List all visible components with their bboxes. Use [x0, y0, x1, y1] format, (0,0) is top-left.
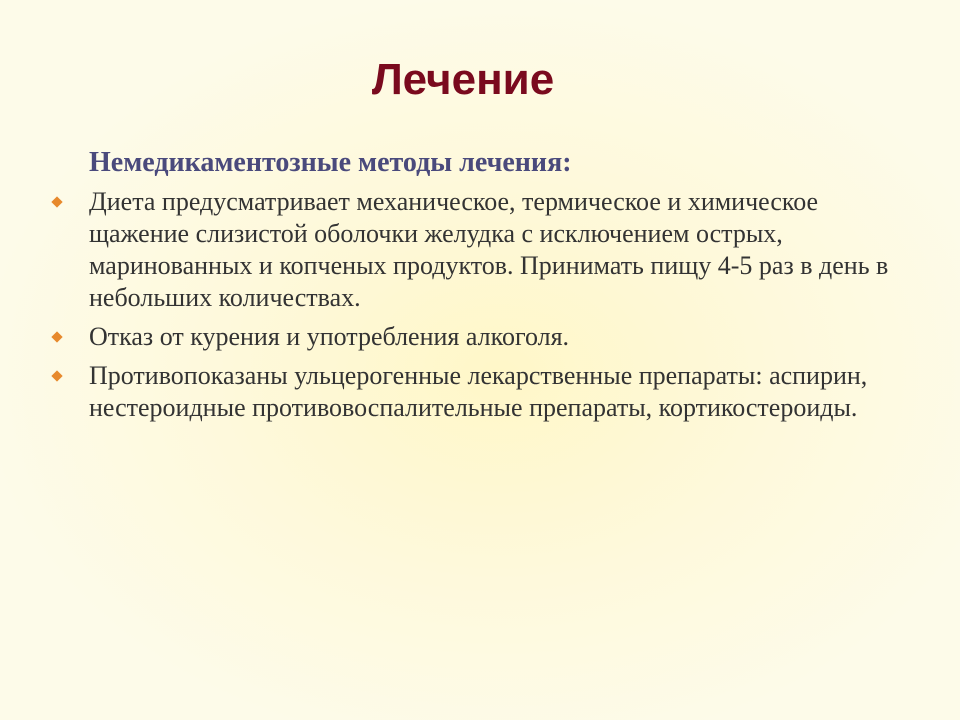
slide-title: Лечение	[371, 55, 555, 104]
bullet-text: Диета предусматривает механическое, термическое и химическое щажение слизистой оболочки желудка с исключением острых, маринованных и копченых продуктов. Принимать пищу 4-5 раз в день в небольших количествах.	[89, 187, 889, 312]
bullet-item-contraindications	[0, 360, 940, 424]
diamond-bullet-icon	[51, 331, 62, 342]
bullet-text: Противопоказаны ульцерогенные лекарственные препараты: аспирин, нестероидные противовоспалительные препараты, кортикостероиды.	[89, 361, 868, 422]
bullet-text: Отказ от курения и употребления алкоголя.	[89, 322, 570, 351]
diamond-bullet-icon	[51, 370, 62, 381]
bullet-item-smoking	[0, 321, 940, 353]
bullet-item-diet	[0, 186, 940, 314]
bullet-list	[0, 186, 940, 431]
slide-subtitle: Немедикаментозные методы лечения:	[89, 147, 572, 178]
diamond-bullet-icon	[51, 196, 62, 207]
